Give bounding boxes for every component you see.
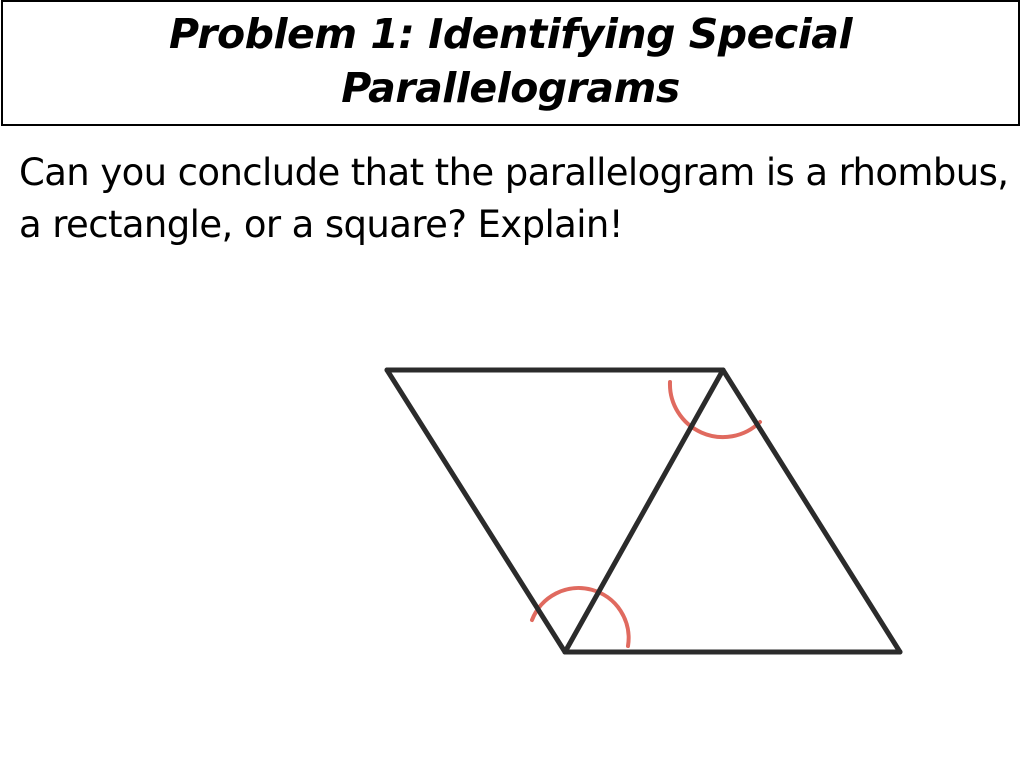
slide-title: Problem 1: Identifying Special Parallelograms bbox=[168, 10, 853, 112]
parallelogram-diagonal bbox=[565, 370, 723, 652]
slide-title-box bbox=[1, 0, 1020, 126]
angle-mark-bottom-left bbox=[532, 588, 629, 646]
parallelogram-left-side bbox=[387, 370, 565, 652]
parallelogram-right-side bbox=[723, 370, 900, 652]
parallelogram-figure bbox=[360, 340, 940, 690]
question-text: Can you conclude that the parallelogram is a rhombus, a rectangle, or a square? Explain! bbox=[19, 151, 1009, 246]
